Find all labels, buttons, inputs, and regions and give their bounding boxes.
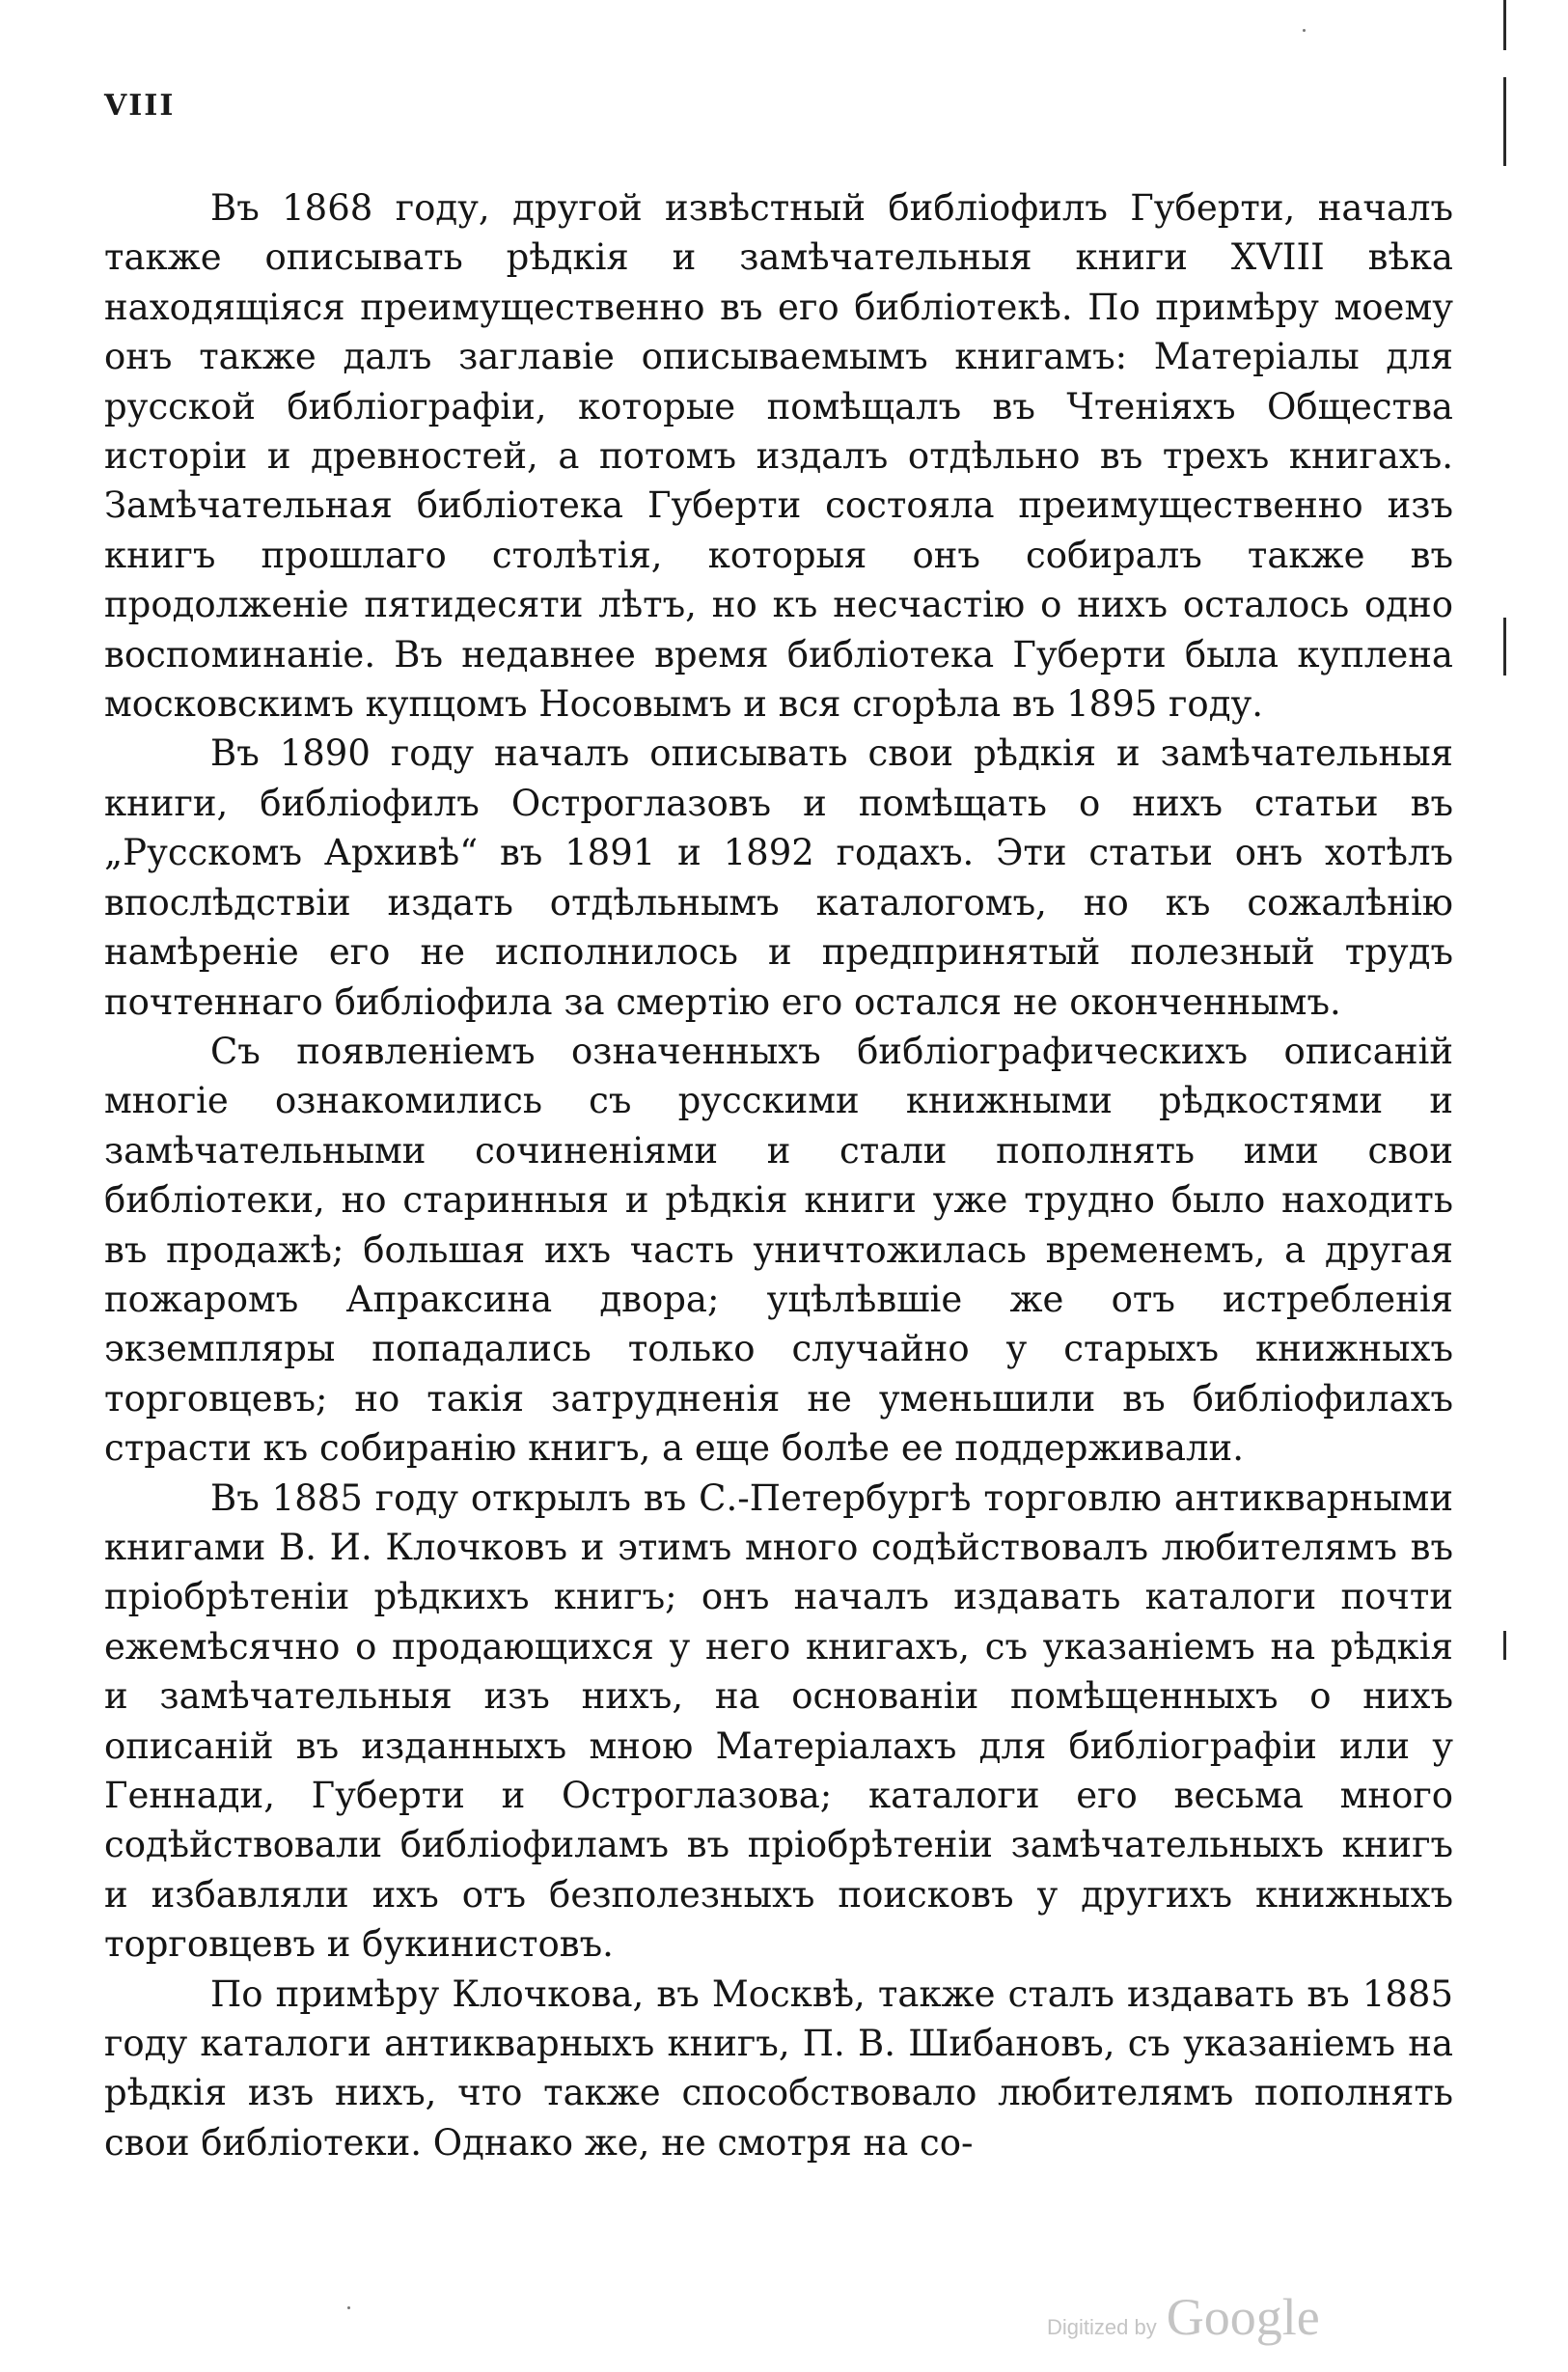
paragraph-3: Съ появленіемъ означенныхъ библіографическихъ описаній многіе ознакомились съ русскими книжными рѣдкостями и замѣчательными сочиненіями и стали пополнять ими свои библіотеки, но старинныя и рѣдкія книги уже трудно было находить въ продажѣ; большая ихъ часть уничтожилась временемъ, а другая пожаромъ Апраксина двора; уцѣлѣвшіе же отъ истребленія экземпляры попадались только случайно у старыхъ книжныхъ торговцевъ; но такія затрудненія не уменьшили въ библіофилахъ страсти къ собиранію книгъ, а еще болѣе ее поддерживали. xyxy=(104,1030,1453,1470)
scan-edge-mark xyxy=(1503,0,1506,50)
scan-edge-mark xyxy=(1503,1631,1506,1660)
digitized-watermark xyxy=(1047,2287,1320,2347)
scan-edge-mark xyxy=(1503,77,1506,166)
paragraph-2: Въ 1890 году началъ описывать свои рѣдкія и замѣчательныя книги, библіофилъ Остроглазовъ и помѣщать о нихъ статьи въ „Русскомъ Архивѣ“ въ 1891 и 1892 годахъ. Эти статьи онъ хотѣлъ впослѣдствіи издать отдѣльнымъ каталогомъ, но къ сожалѣнію намѣреніе его не исполнилось и предпринятый полезный трудъ почтеннаго библіофила за смертію его остался не оконченнымъ. xyxy=(104,732,1453,1023)
body-text xyxy=(104,183,1453,2167)
paragraph-1: Въ 1868 году, другой извѣстный библіофилъ Губерти, началъ также описывать рѣдкія и замѣчательныя книги XVIII вѣка находящіяся преимущественно въ его библіотекѣ. По примѣру моему онъ также далъ заглавіе описываемымъ книгамъ: Матеріалы для русской библіографіи, которые помѣщалъ въ Чтеніяхъ Общества исторіи и древностей, а потомъ издалъ отдѣльно въ трехъ книгахъ. Замѣчательная библіотека Губерти состояла преимущественно изъ книгъ прошлаго столѣтія, которыя онъ собиралъ также въ продолженіе пятидесяти лѣтъ, но къ несчастію о нихъ осталось одно воспоминаніе. Въ недавнее время библіотека Губерти была куплена московскимъ купцомъ Носовымъ и вся сгорѣла въ 1895 году. xyxy=(104,187,1453,726)
scan-speck xyxy=(347,2306,350,2309)
watermark-prefix: Digitized by xyxy=(1047,2315,1157,2339)
page-number: VIII xyxy=(104,89,176,123)
scan-speck xyxy=(1303,29,1306,32)
watermark-brand: Google xyxy=(1166,2288,1320,2346)
paragraph-5: По примѣру Клочкова, въ Москвѣ, также сталъ издавать въ 1885 году каталоги антикварныхъ книгъ, П. В. Шибановъ, съ указаніемъ на рѣдкія изъ нихъ, что также способствовало любителямъ пополнять свои библіотеки. Однако же, не смотря на со- xyxy=(104,1972,1453,2164)
paragraph-4: Въ 1885 году открылъ въ С.-Петербургѣ торговлю антикварными книгами В. И. Клочковъ и этимъ много содѣйствовалъ любителямъ въ пріобрѣтеніи рѣдкихъ книгъ; онъ началъ издавать каталоги почти ежемѣсячно о продающихся у него книгахъ, съ указаніемъ на рѣдкія и замѣчательныя изъ нихъ, на основаніи помѣщенныхъ о нихъ описаній въ изданныхъ мною Матеріалахъ для библіографіи или у Геннади, Губерти и Остроглазова; каталоги его весьма много содѣйствовали библіофиламъ въ пріобрѣтеніи замѣчательныхъ книгъ и избавляли ихъ отъ безполезныхъ поисковъ у другихъ книжныхъ торговцевъ и букинистовъ. xyxy=(104,1476,1453,1966)
scan-edge-mark xyxy=(1503,618,1506,676)
